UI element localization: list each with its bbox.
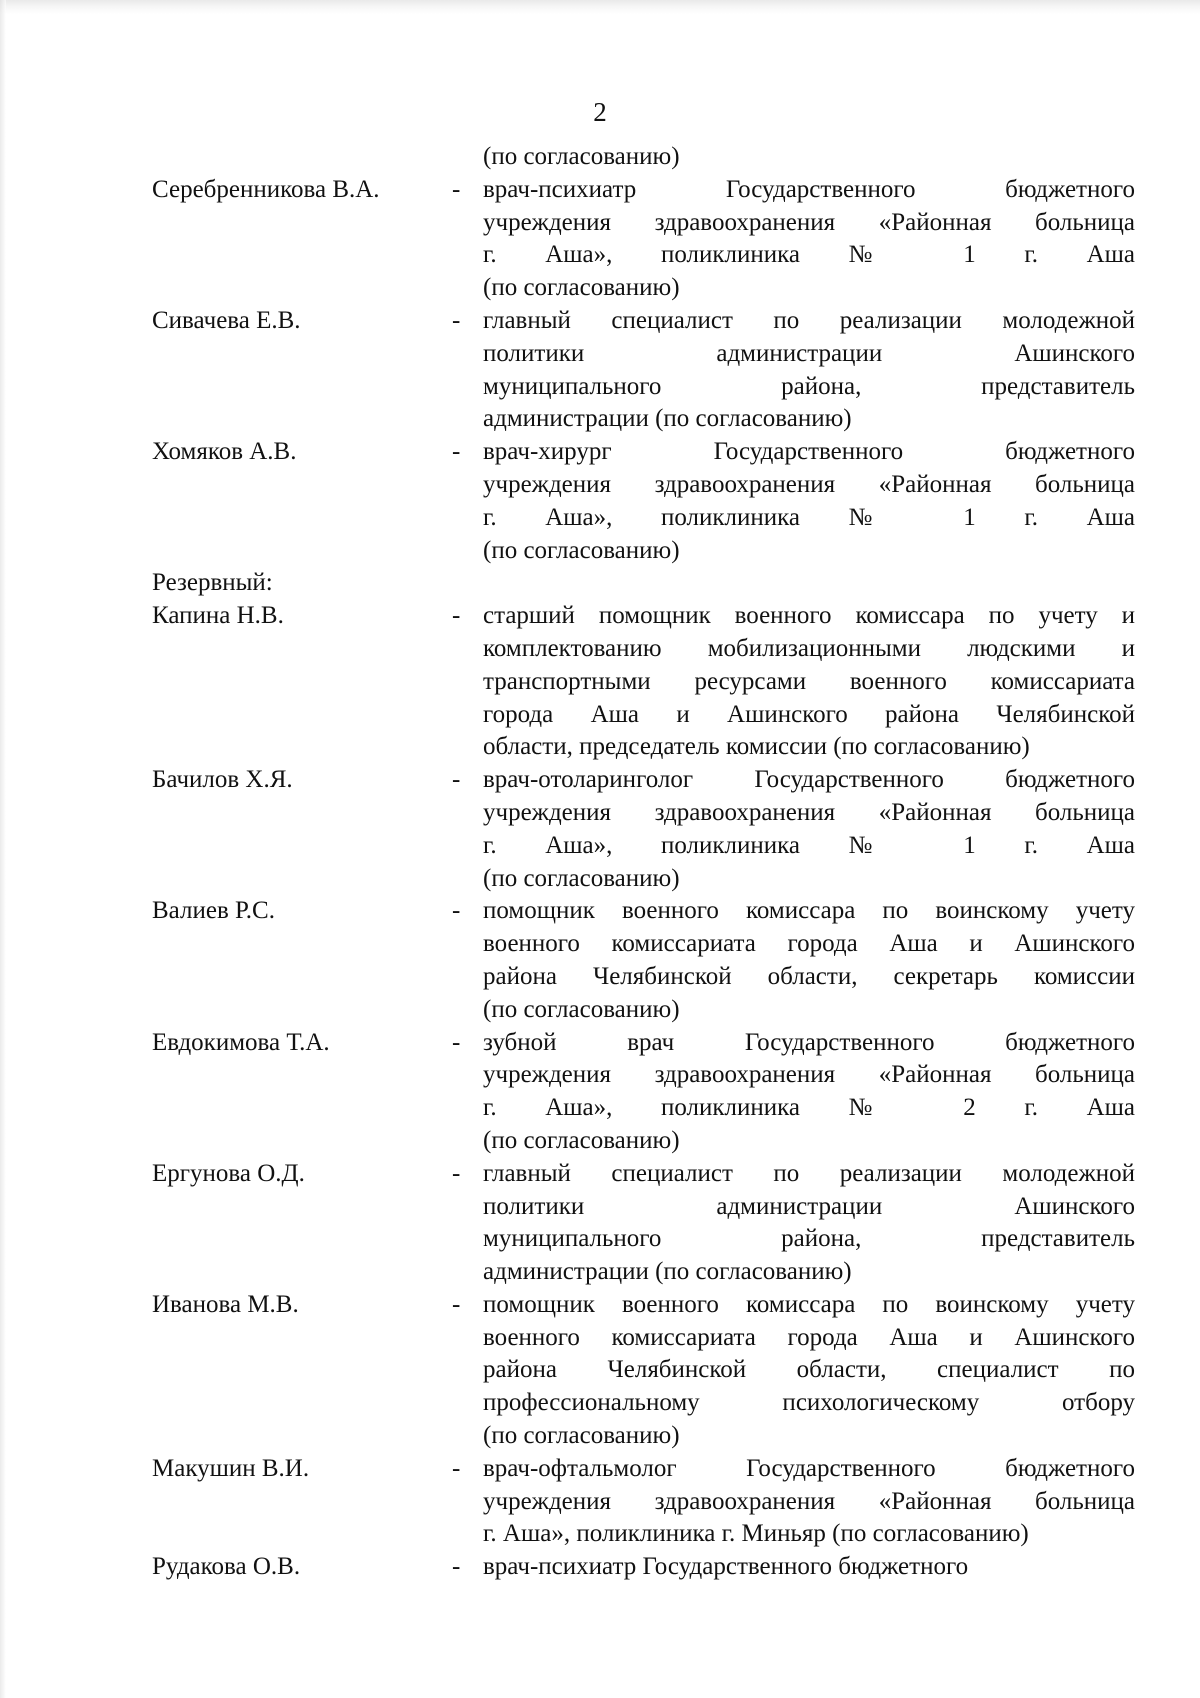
description-line: (по согласованию) — [483, 995, 680, 1023]
member-row — [152, 764, 1135, 895]
dash-separator: - — [452, 897, 461, 925]
member-description — [483, 174, 1135, 305]
description-line: политики администрации Ашинского — [483, 1192, 1135, 1220]
member-description — [483, 436, 1135, 567]
member-name: Капина Н.В. — [152, 602, 284, 630]
description-line: г. Аша», поликлиника г. Миньяр (по согласованию) — [483, 1520, 1029, 1548]
member-description — [483, 600, 1135, 764]
description-line: профессиональному психологическому отбору — [483, 1389, 1135, 1417]
member-name: Серебренникова В.А. — [152, 175, 380, 203]
description-line: г. Аша», поликлиника № 1 г. Аша — [483, 831, 1135, 859]
dash-separator: - — [452, 175, 461, 203]
description-line: комплектованию мобилизационными людскими и — [483, 634, 1135, 662]
description-line: помощник военного комиссара по воинскому учету — [483, 897, 1135, 925]
description-line: г. Аша», поликлиника № 2 г. Аша — [483, 1094, 1135, 1122]
dash-separator: - — [452, 766, 461, 794]
description-line: главный специалист по реализации молодежной — [483, 1159, 1135, 1187]
member-name: Бачилов Х.Я. — [152, 766, 293, 794]
description-line: главный специалист по реализации молодежной — [483, 306, 1135, 334]
description-line: учреждения здравоохранения «Районная больница — [483, 470, 1135, 498]
member-name: Евдокимова Т.А. — [152, 1028, 330, 1056]
member-name: Иванова М.В. — [152, 1290, 299, 1318]
description-line: администрации (по согласованию) — [483, 1258, 852, 1286]
description-line: учреждения здравоохранения «Районная больница — [483, 798, 1135, 826]
member-name: Сивачева Е.В. — [152, 306, 301, 334]
dash-separator: - — [452, 438, 461, 466]
description-line: г. Аша», поликлиника № 1 г. Аша — [483, 241, 1135, 269]
continuation-line: (по согласованию) — [483, 143, 680, 170]
dash-separator: - — [452, 1159, 461, 1187]
description-line: муниципального района, представитель — [483, 372, 1135, 400]
description-line: района Челябинской области, специалист по — [483, 1356, 1135, 1384]
description-line: политики администрации Ашинского — [483, 339, 1135, 367]
member-description — [483, 1551, 1135, 1584]
page-number: 2 — [593, 97, 607, 127]
description-line: администрации (по согласованию) — [483, 405, 852, 433]
member-description — [483, 1453, 1135, 1551]
dash-separator: - — [452, 602, 461, 630]
members-list — [152, 174, 1135, 568]
member-name: Ергунова О.Д. — [152, 1159, 305, 1187]
member-row — [152, 1551, 1135, 1584]
description-line: муниципального района, представитель — [483, 1225, 1135, 1253]
description-line: военного комиссариата города Аша и Ашинского — [483, 930, 1135, 958]
member-description — [483, 1289, 1135, 1453]
member-description — [483, 305, 1135, 436]
description-line: (по согласованию) — [483, 536, 680, 564]
description-line: транспортными ресурсами военного комиссариата — [483, 667, 1135, 695]
document-body — [152, 141, 1135, 1584]
reserve-members-list — [152, 600, 1135, 1584]
description-line: (по согласованию) — [483, 1126, 680, 1154]
description-line: врач-хирург Государственного бюджетного — [483, 438, 1135, 466]
description-line: врач-психиатр Государственного бюджетного — [483, 175, 1135, 203]
member-row — [152, 305, 1135, 436]
member-description — [483, 895, 1135, 1026]
member-row — [152, 600, 1135, 764]
description-line: военного комиссариата города Аша и Ашинского — [483, 1323, 1135, 1351]
description-line: помощник военного комиссара по воинскому учету — [483, 1290, 1135, 1318]
scan-edge-left — [0, 0, 6, 1698]
description-line: учреждения здравоохранения «Районная больница — [483, 1487, 1135, 1515]
member-row — [152, 436, 1135, 567]
description-line: района Челябинской области, секретарь комиссии — [483, 962, 1135, 990]
dash-separator: - — [452, 1454, 461, 1482]
reserve-label: Резервный: — [152, 569, 273, 597]
scan-edge-top — [0, 0, 1200, 14]
member-description — [483, 764, 1135, 895]
member-row — [152, 1027, 1135, 1158]
description-line: учреждения здравоохранения «Районная больница — [483, 1061, 1135, 1089]
description-line: зубной врач Государственного бюджетного — [483, 1028, 1135, 1056]
description-line: (по согласованию) — [483, 864, 680, 892]
member-row — [152, 174, 1135, 305]
description-line: города Аша и Ашинского района Челябинской — [483, 700, 1135, 728]
member-row — [152, 895, 1135, 1026]
member-description — [483, 1027, 1135, 1158]
description-line: врач-отоларинголог Государственного бюджетного — [483, 766, 1135, 794]
description-line: врач-офтальмолог Государственного бюджетного — [483, 1454, 1135, 1482]
description-line: врач-психиатр Государственного бюджетного — [483, 1553, 969, 1581]
description-line: г. Аша», поликлиника № 1 г. Аша — [483, 503, 1135, 531]
description-line: учреждения здравоохранения «Районная больница — [483, 208, 1135, 236]
member-row — [152, 1289, 1135, 1453]
member-name: Рудакова О.В. — [152, 1553, 301, 1581]
member-name: Валиев Р.С. — [152, 897, 275, 925]
description-line: старший помощник военного комиссара по учету и — [483, 602, 1135, 630]
description-line: области, председатель комиссии (по согласованию) — [483, 733, 1030, 761]
member-row — [152, 1453, 1135, 1551]
dash-separator: - — [452, 1028, 461, 1056]
dash-separator: - — [452, 1553, 461, 1581]
dash-separator: - — [452, 306, 461, 334]
member-row — [152, 1158, 1135, 1289]
description-line: (по согласованию) — [483, 1422, 680, 1450]
dash-separator: - — [452, 1290, 461, 1318]
member-name: Хомяков А.В. — [152, 438, 297, 466]
member-description — [483, 1158, 1135, 1289]
member-name: Макушин В.И. — [152, 1454, 310, 1482]
description-line: (по согласованию) — [483, 274, 680, 302]
